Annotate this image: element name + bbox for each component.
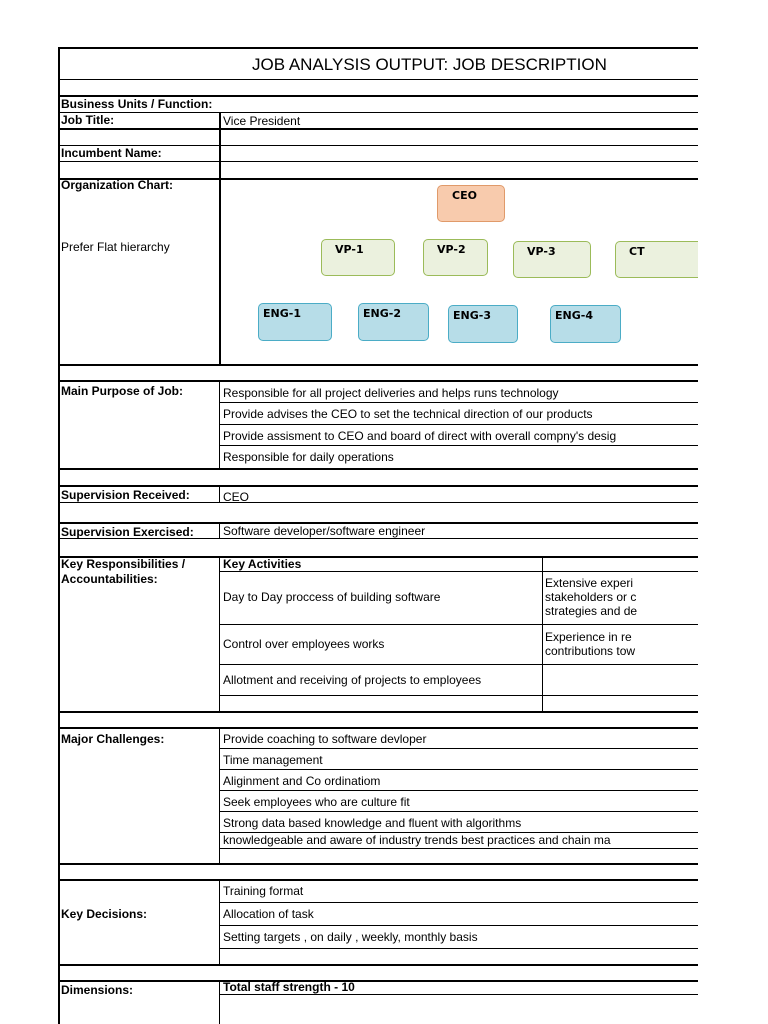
key-activity-detail: stakeholders or c [545,590,637,604]
key-responsibilities-label: Key Responsibilities / [61,557,186,571]
rule [58,112,698,113]
org-node-vp [423,239,488,276]
challenge-item: Strong data based knowledge and fluent with algorithms [223,816,522,830]
column-divider [219,880,220,965]
key-activity-detail: Experience in re [545,630,632,644]
org-chart-note: Prefer Flat hierarchy [61,240,170,254]
rule [220,424,698,425]
page-title: JOB ANALYSIS OUTPUT: JOB DESCRIPTION [252,55,607,74]
main-purpose-item: Responsible for all project deliveries and helps runs technology [223,386,559,400]
rule [58,711,698,713]
org-node-label: ENG-4 [555,309,593,322]
org-node-label: VP-1 [335,243,364,256]
org-node-label: ENG-2 [363,307,401,320]
rule [58,468,698,470]
key-activity-detail: strategies and de [545,604,638,618]
rule [220,664,698,665]
org-node-engineer [358,303,429,341]
column-divider [219,523,220,538]
org-node-engineer [258,303,332,341]
left-border [58,47,60,1024]
rule [58,79,698,80]
key-responsibilities-label: Accountabilities: [61,572,158,586]
main-purpose-item: Provide assisment to CEO and board of direct with overall compny's desig [223,429,617,443]
key-activity: Day to Day proccess of building software [223,590,441,604]
key-activities-header: Key Activities [223,557,302,571]
supervision-exercised-label: Supervision Exercised: [61,525,194,539]
rule [220,811,698,812]
org-node-vp [615,241,698,278]
org-node-engineer [448,305,518,343]
incumbent-label: Incumbent Name: [61,146,162,160]
rule [220,994,698,995]
challenge-item: knowledgeable and aware of industry trends best practices and chain ma [223,833,611,847]
org-node-label: ENG-3 [453,309,491,322]
org-chart-label: Organization Chart: [61,178,174,192]
rule [220,790,698,791]
rule [220,925,698,926]
rule [58,380,698,382]
major-challenges-label: Major Challenges: [61,732,165,746]
dimensions-label: Dimensions: [61,983,134,997]
rule [220,748,698,749]
org-node-label: VP-2 [437,243,466,256]
business-units-label: Business Units / Function: [61,97,213,111]
rule [58,964,698,966]
supervision-received-value: CEO [223,490,250,504]
rule [58,879,698,881]
rule [58,161,698,162]
column-divider [219,381,220,469]
rule [58,863,698,865]
job-title-label: Job Title: [61,113,115,127]
key-activity-detail: contributions tow [545,644,636,658]
rule [58,485,698,487]
column-divider [219,557,220,712]
org-node-vp [321,239,395,276]
rule [220,848,698,849]
rule [58,128,698,130]
org-node-vp [513,241,591,278]
top-border [58,47,698,49]
rule [58,980,698,982]
rule [58,502,698,503]
org-node-label: CEO [452,189,477,202]
rule [220,902,698,903]
job-title-value: Vice President [223,114,301,128]
decision-item: Training format [223,884,304,898]
rule [220,948,698,949]
key-decisions-label: Key Decisions: [61,907,148,921]
rule [220,445,698,446]
rule [220,695,698,696]
org-node-label: CT [629,245,645,258]
dimensions-value: Total staff strength - 10 [223,980,355,994]
challenge-item: Provide coaching to software devloper [223,732,427,746]
main-purpose-label: Main Purpose of Job: [61,384,184,398]
supervision-received-label: Supervision Received: [61,488,190,502]
main-purpose-item: Provide advises the CEO to set the technical direction of our products [223,407,593,421]
rule [58,364,698,366]
challenge-item: Aliginment and Co ordinatiom [223,774,381,788]
decision-item: Allocation of task [223,907,314,921]
rule [220,624,698,625]
challenge-item: Seek employees who are culture fit [223,795,410,809]
rule [220,571,698,572]
key-activity-detail: Extensive experi [545,576,634,590]
decision-item: Setting targets , on daily , weekly, monthly basis [223,930,478,944]
org-node-engineer [550,305,621,343]
job-description-sheet [58,47,698,1024]
rule [220,769,698,770]
challenge-item: Time management [223,753,323,767]
org-node-label: ENG-1 [263,307,301,320]
key-activity: Allotment and receiving of projects to employees [223,673,482,687]
column-divider [219,486,220,502]
column-divider [542,557,543,712]
key-activity: Control over employees works [223,637,385,651]
main-purpose-item: Responsible for daily operations [223,450,394,464]
column-divider [219,112,221,365]
rule [220,402,698,403]
supervision-exercised-value: Software developer/software engineer [223,524,426,538]
column-divider [219,981,220,1024]
org-node-ceo [437,185,505,222]
org-node-label: VP-3 [527,245,556,258]
rule [58,727,698,729]
